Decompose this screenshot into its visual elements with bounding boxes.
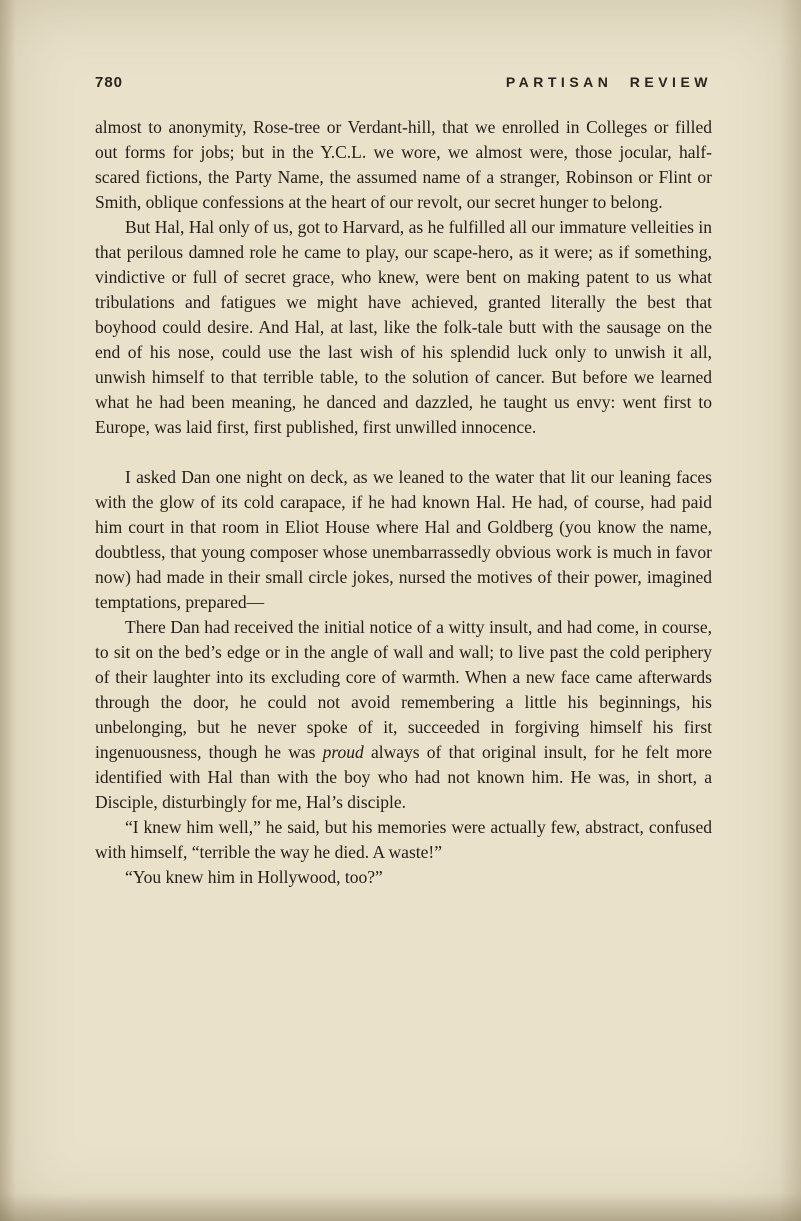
scan-edge-shadow-right — [779, 0, 801, 1221]
paragraph-text: always of that original insult, for he felt more identified with Hal than with the boy who had not known him. He was, in short, a Disciple, disturbingly for me, Hal’s disciple. — [95, 742, 712, 812]
paragraph-text: I asked Dan one night on deck, as we leaned to the water that lit our leaning faces with the glow of its cold carapace, if he had known Hal. He had, of course, had paid him court in that room in Eliot House where Hal and Goldberg (you know the name, doubtless, that young composer whose unembarrassedly obvious work is much in favor now) had made in their small circle jokes, nursed the motives of their power, imagined temptations, prepared— — [95, 467, 712, 612]
paragraph-text: There Dan had received the initial notice of a witty insult, and had come, in course, to sit on the bed’s edge or in the angle of wall and wall; to live past the cold periphery of their laughter into its excluding core of warmth. When a new face came afterwards through the door, he could not avoid remembering a little his beginnings, his unbelonging, but he never spoke of it, succeeded in forgiving himself his first ingenuousness, though he was — [95, 617, 712, 762]
paragraph — [95, 615, 712, 815]
page-content — [95, 74, 712, 890]
page-header — [95, 74, 712, 91]
paragraph-text: almost to anonymity, Rose-tree or Verdant-hill, that we enrolled in Colleges or filled out forms for jobs; but in the Y.C.L. we wore, we almost were, those jocular, half-scared fictions, the Party Name, the assumed name of a stranger, Robinson or Flint or Smith, oblique confessions at the heart of our revolt, our secret hunger to belong. — [95, 117, 712, 212]
paragraph-text: But Hal, Hal only of us, got to Harvard, as he fulfilled all our immature velleities in that perilous damned role he came to play, our scape-hero, as it were; as if something, vindictive or full of secret grace, who knew, were bent on making patent to us what tribulations and fatigues we might have achieved, granted literally the best that boyhood could desire. And Hal, at last, like the folk-tale butt with the sausage on the end of his nose, could use the last wish of his splendid luck only to unwish it all, unwish himself to that terrible table, to the solution of cancer. But before we learned what he had been meaning, he danced and dazzled, he taught us envy: went first to Europe, was laid first, first published, first unwilled innocence. — [95, 217, 712, 437]
body-text — [95, 115, 712, 890]
paragraph-text: “I knew him well,” he said, but his memories were actually few, abstract, confused with himself, “terrible the way he died. A waste!” — [95, 817, 712, 862]
paragraph — [95, 865, 712, 890]
paragraph — [95, 215, 712, 440]
page-number: 780 — [95, 74, 124, 91]
paragraph — [95, 815, 712, 865]
journal-title: PARTISAN REVIEW — [505, 74, 712, 90]
paragraph — [95, 465, 712, 615]
emphasized-text: proud — [322, 742, 364, 762]
scan-edge-shadow-bottom — [0, 1193, 801, 1221]
scan-edge-shadow-left — [0, 0, 16, 1221]
paragraph — [95, 115, 712, 215]
paragraph-text: “You knew him in Hollywood, too?” — [125, 867, 383, 887]
